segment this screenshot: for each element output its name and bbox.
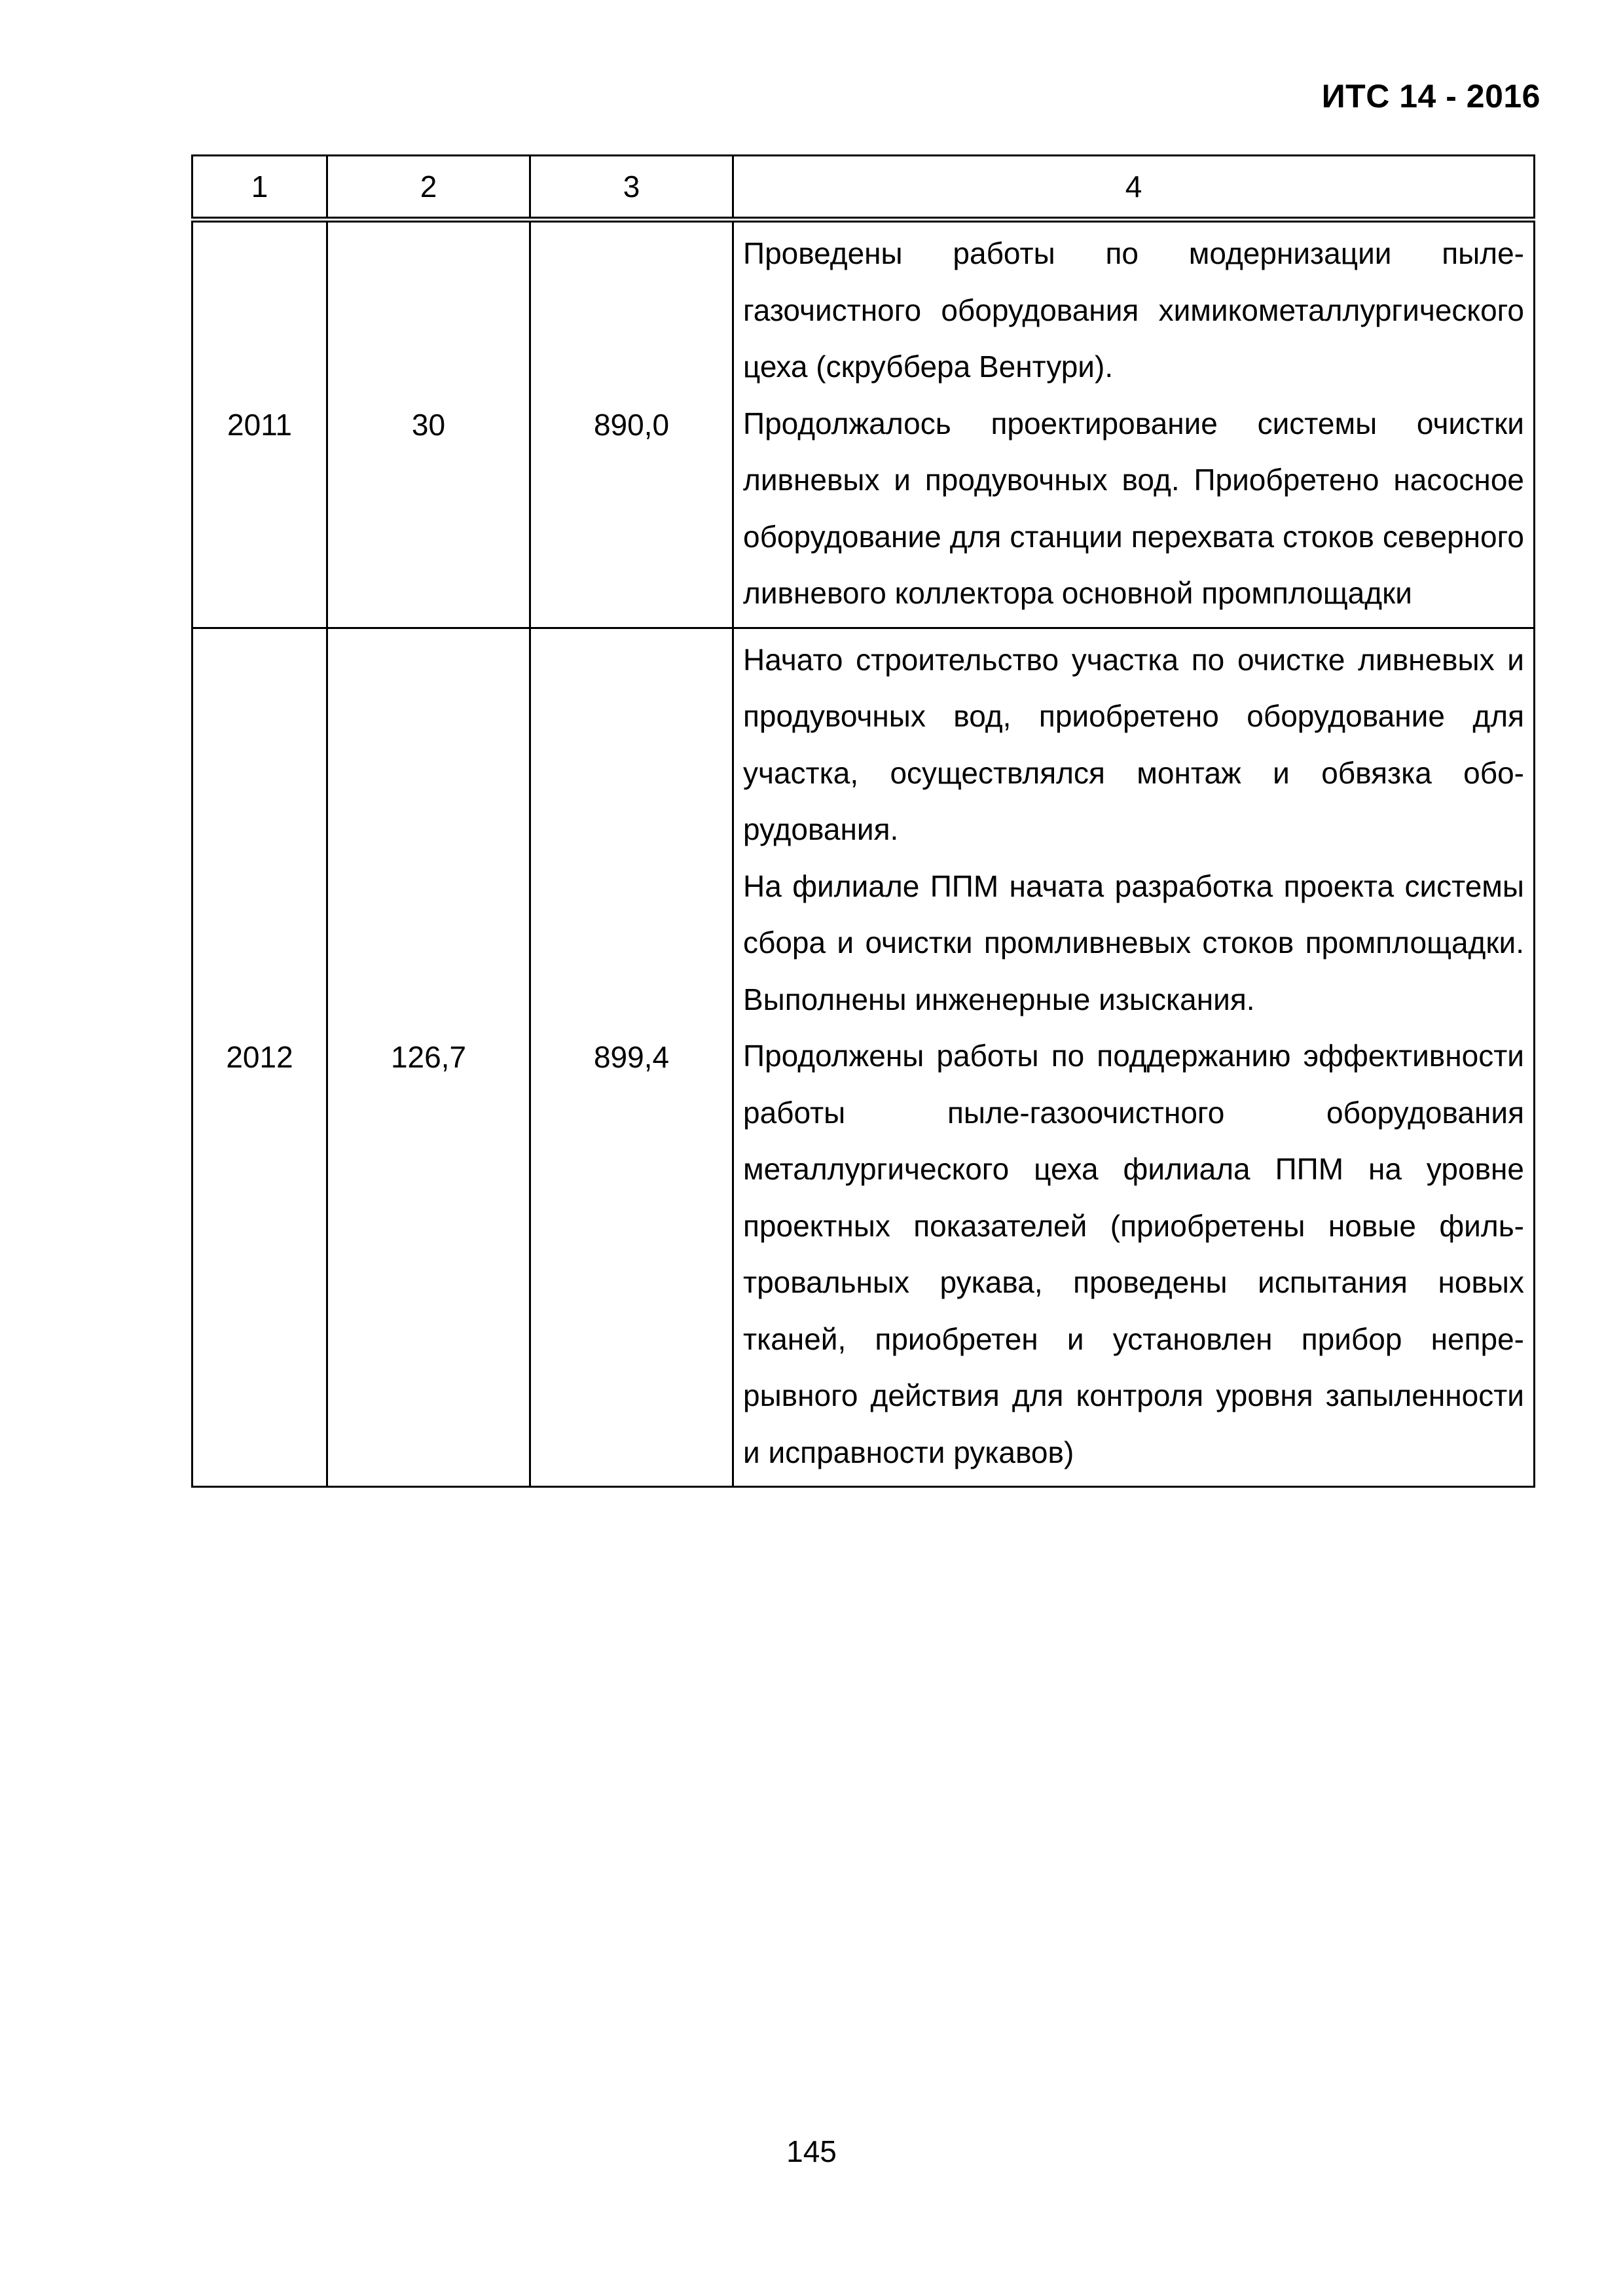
value-cell-col2: 30 bbox=[327, 220, 530, 628]
description-paragraph: Продолжены работы по поддержанию эффективности работы пыле-газоочистного оборудования металлургического цеха филиала ППМ на уровне проектных показателей (приобретены новые фильтровальных рукава, проведены испытания новых тканей, приобретен и установлен прибор непрерывного действия для контроля уровня запыленности и исправности рукавов) bbox=[743, 1039, 1524, 1469]
table-row bbox=[192, 628, 1535, 1487]
page-number: 145 bbox=[786, 2134, 837, 2168]
header-row bbox=[192, 156, 1535, 220]
description-paragraph: Продолжалось проектирование системы очистки ливневых и продувочных вод. Приобретено насосное оборудование для станции перехвата стоков северного ливневого коллектора основной промплощадки bbox=[743, 406, 1524, 610]
value-cell-col2: 126,7 bbox=[327, 628, 530, 1487]
column-number-1: 1 bbox=[192, 156, 327, 220]
value-cell-col3: 890,0 bbox=[530, 220, 733, 628]
year-cell: 2011 bbox=[192, 220, 327, 628]
column-number-2: 2 bbox=[327, 156, 530, 220]
description-cell bbox=[733, 220, 1535, 628]
table-header bbox=[192, 156, 1535, 220]
description-cell bbox=[733, 628, 1535, 1487]
column-number-4: 4 bbox=[733, 156, 1535, 220]
description-paragraph: Проведены работы по модернизации пылегазочистного оборудования химикометаллургического цеха (скруббера Вентури). bbox=[743, 236, 1524, 384]
description-paragraph: На филиале ППМ начата разработка проекта системы сбора и очистки промливневых стоков промплощадки. Выполнены инженерные изыскания. bbox=[743, 869, 1524, 1016]
description-paragraph: Начато строительство участка по очистке ливневых и продувочных вод, приобретено оборудование для участка, осуществлялся монтаж и обвязка оборудования. bbox=[743, 642, 1524, 846]
column-number-3: 3 bbox=[530, 156, 733, 220]
document-code: ИТС 14 - 2016 bbox=[1321, 78, 1541, 115]
table-row bbox=[192, 220, 1535, 628]
value-cell-col3: 899,4 bbox=[530, 628, 733, 1487]
table-body bbox=[192, 220, 1535, 1487]
year-cell: 2012 bbox=[192, 628, 327, 1487]
investment-table bbox=[191, 154, 1535, 1488]
